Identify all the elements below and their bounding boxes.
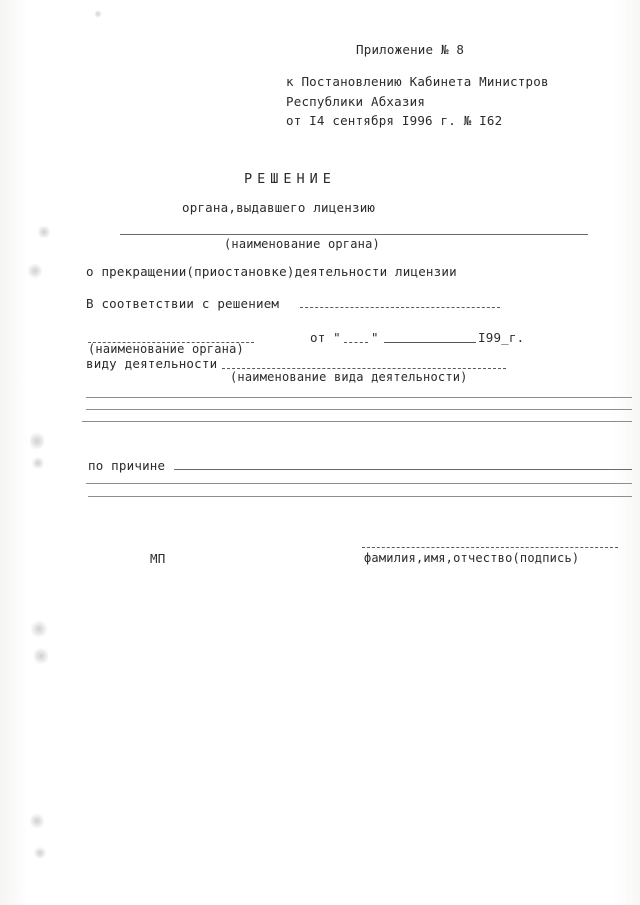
blank-line-1 xyxy=(86,397,632,398)
scan-smudge xyxy=(30,812,44,830)
reason-fill-line xyxy=(174,469,632,470)
organ-name-caption: (наименование органа) xyxy=(224,237,380,251)
blank-line-2 xyxy=(86,409,632,410)
termination-text: о прекращении(приостановке)деятельности лицензии xyxy=(86,264,457,279)
stamp-placeholder: МП xyxy=(150,551,166,566)
reason-label: по причине xyxy=(88,458,166,473)
page-title: РЕШЕНИЕ xyxy=(244,171,336,187)
reason-line-3 xyxy=(88,496,632,497)
organ-name-caption-2: (наименование органа) xyxy=(88,342,244,356)
scan-smudge xyxy=(34,846,46,860)
month-fill-line xyxy=(384,342,476,343)
reason-line-2 xyxy=(86,483,632,484)
decision-fill-line xyxy=(300,307,500,311)
according-text: В соответствии с решением xyxy=(86,296,280,311)
scan-smudge xyxy=(30,620,48,638)
organ-name-line xyxy=(120,234,588,235)
scan-smudge xyxy=(94,10,102,18)
scan-smudge xyxy=(34,646,48,666)
scan-smudge xyxy=(32,456,44,470)
year-text: I99_г. xyxy=(478,330,525,345)
activity-caption: (наименование вида деятельности) xyxy=(230,370,468,384)
blank-line-3 xyxy=(82,421,632,422)
scan-smudge xyxy=(36,226,52,238)
page-subtitle: органа,выдавшего лицензию xyxy=(182,200,376,215)
scan-smudge xyxy=(28,262,42,280)
signature-caption: фамилия,имя,отчество(подпись) xyxy=(364,551,580,565)
header-resolution-line: к Постановлению Кабинета Министров xyxy=(286,74,549,89)
date-prefix: от " xyxy=(310,330,341,345)
scan-smudge xyxy=(30,430,44,452)
header-republic-line: Республики Абхазия xyxy=(286,94,426,109)
date-quote: " xyxy=(371,330,379,345)
appendix-number: Приложение № 8 xyxy=(356,42,465,57)
header-date-line: от I4 сентября I996 г. № I62 xyxy=(286,113,503,128)
day-fill-line xyxy=(344,342,368,343)
organ-name-2-line xyxy=(88,342,254,346)
activity-label: виду деятельности xyxy=(86,356,218,371)
